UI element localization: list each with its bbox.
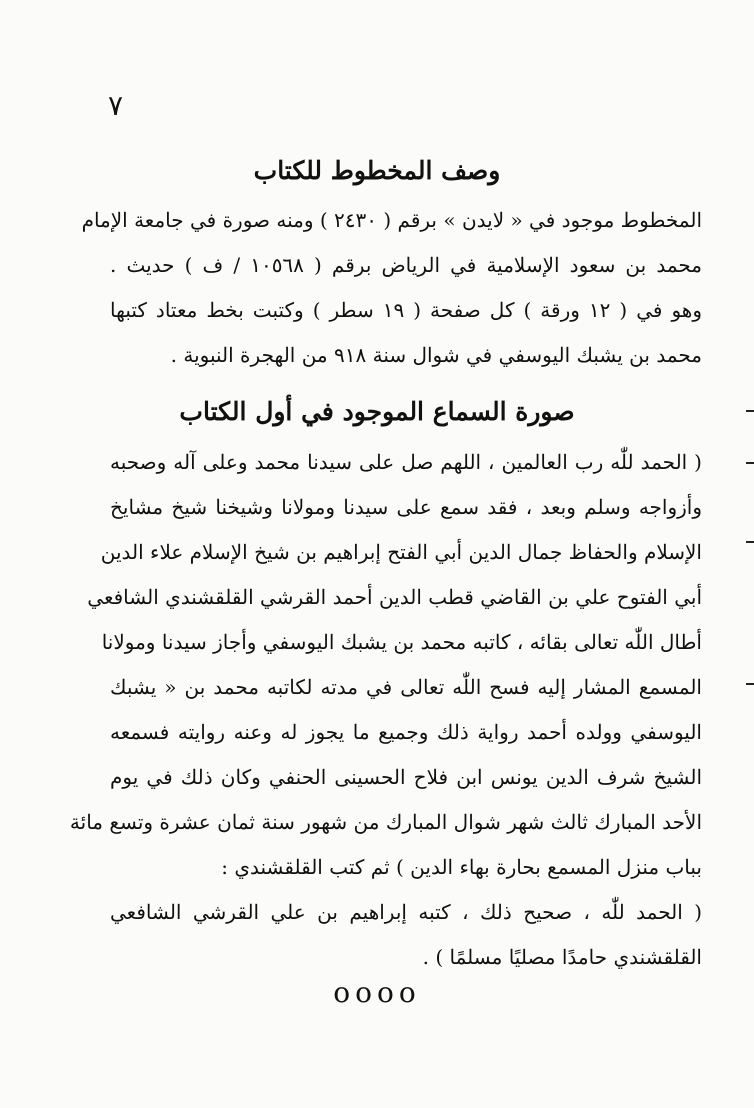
paragraph-line: الشيخ شرف الدين يونس ابن فلاح الحسينى الحنفي وكان ذلك في يوم xyxy=(110,765,702,789)
paragraph-line: المخطوط موجود في « لايدن » برقم ( ٢٤٣٠ ) ومنه صورة في جامعة الإمام xyxy=(81,208,702,232)
audition-record-paragraph xyxy=(69,450,702,969)
scan-edge-mark xyxy=(746,410,754,412)
paragraph-line: الإسلام والحفاظ جمال الدين أبي الفتح إبراهيم بن شيخ الإسلام علاء الدين xyxy=(100,540,702,564)
paragraph-line: القلقشندي حامدًا مصليًا مسلمًا ) . xyxy=(422,945,702,969)
manuscript-description-paragraph xyxy=(81,208,702,380)
paragraph-line: أبي الفتوح علي بن القاضي قطب الدين أحمد القرشي القلقشندي الشافعي xyxy=(87,585,702,609)
scan-edge-mark xyxy=(746,541,754,543)
paragraph-line: وأزواجه وسلم وبعد ، فقد سمع على سيدنا ومولانا وشيخنا شيخ مشايخ xyxy=(110,495,702,519)
paragraph-line: ( الحمد للّٰه ، صحيح ذلك ، كتبه إبراهيم بن علي القرشي الشافعي xyxy=(110,900,702,924)
scan-edge-mark xyxy=(746,683,754,685)
section-title-audition-record: صورة السماع الموجود في أول الكتاب xyxy=(179,397,575,426)
paragraph-line: ( الحمد للّٰه رب العالمين ، اللهم صل على سيدنا محمد وعلى آله وصحبه xyxy=(110,450,702,474)
paragraph-line: محمد بن يشبك اليوسفي في شوال سنة ٩١٨ من الهجرة النبوية . xyxy=(170,343,702,367)
paragraph-line: المسمع المشار إليه فسح اللّٰه تعالى في مدته لكاتبه محمد بن « يشبك xyxy=(110,675,702,699)
paragraph-line: وهو في ( ١٢ ورقة ) كل صفحة ( ١٩ سطر ) وكتبت بخط معتاد كتبها xyxy=(110,298,702,322)
section-title-manuscript-description: وصف المخطوط للكتاب xyxy=(253,156,501,185)
scan-edge-mark xyxy=(746,462,754,464)
section-end-ornament: oooo xyxy=(333,976,421,1009)
paragraph-line: محمد بن سعود الإسلامية في الرياض برقم ( ١٠٥٦٨ / ف ) حديث . xyxy=(110,253,702,277)
paragraph-line: الأحد المبارك ثالث شهر شوال المبارك من شهور سنة ثمان عشرة وتسع مائة xyxy=(69,810,702,834)
paragraph-line: اليوسفي وولده أحمد رواية ذلك وجميع ما يجوز له وعنه روايته فسمعه xyxy=(110,720,702,744)
page-number: ٧ xyxy=(108,89,124,122)
paragraph-line: أطال اللّٰه تعالى بقائه ، كاتبه محمد بن يشبك اليوسفي وأجاز سيدنا ومولانا xyxy=(101,630,702,654)
paragraph-line: بباب منزل المسمع بحارة بهاء الدين ) ثم كتب القلقشندي : xyxy=(221,855,702,879)
